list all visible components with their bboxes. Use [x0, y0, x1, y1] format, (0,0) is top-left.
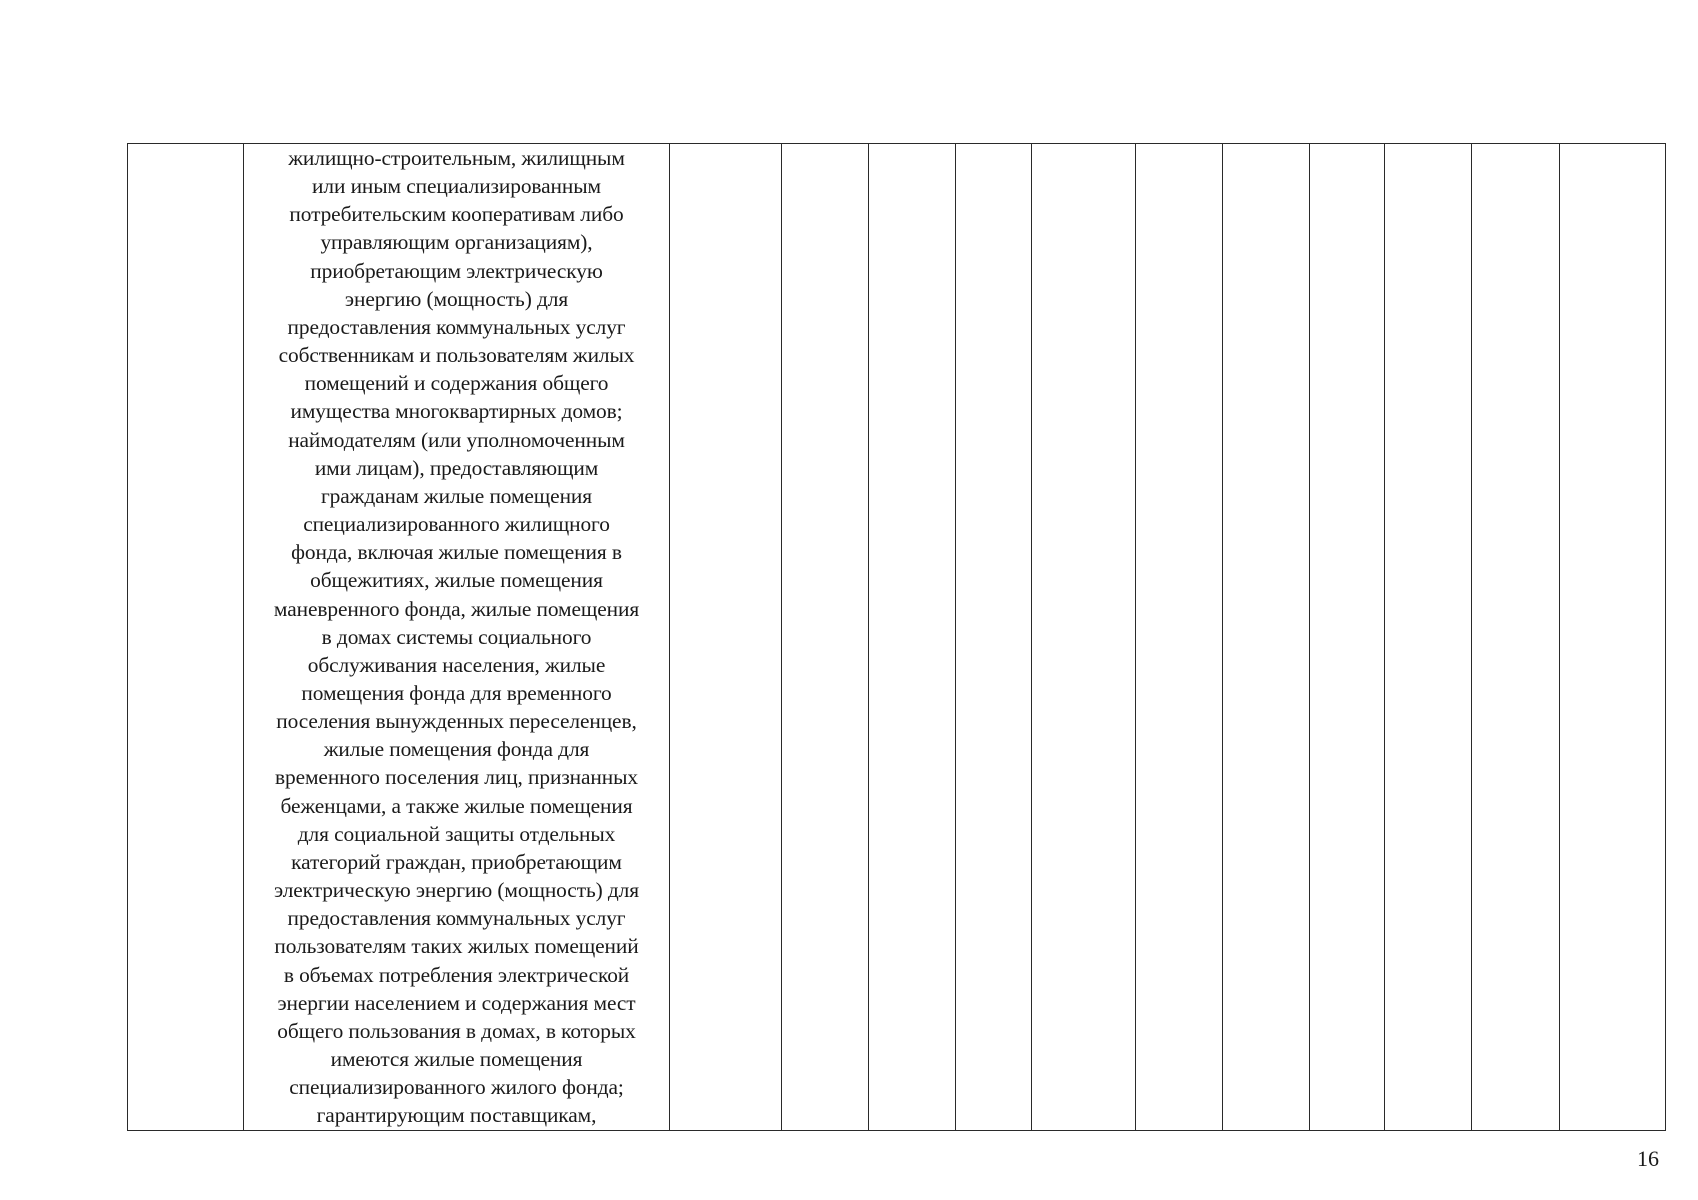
description-line: гарантирующим поставщикам, — [316, 1103, 597, 1128]
description-line: для социальной защиты отдельных — [297, 821, 616, 846]
description-line: жилищно-строительным, жилищным — [288, 146, 625, 170]
empty-value-cell — [1310, 144, 1385, 1131]
description-line: наймодателям (или уполномоченным — [288, 427, 625, 452]
description-line: помещения фонда для временного — [301, 680, 612, 705]
table-row — [128, 144, 1666, 1131]
description-line: энергию (мощность) для — [344, 286, 569, 311]
description-line: специализированного жилищного — [303, 512, 610, 537]
description-line: общего пользования в домах, в которых — [277, 1018, 636, 1043]
empty-value-cell — [869, 144, 956, 1131]
empty-value-cell — [1136, 144, 1223, 1131]
description-line: категорий граждан, приобретающим — [291, 849, 622, 874]
description-line: в домах системы социального — [321, 624, 592, 649]
empty-value-cell — [1385, 144, 1472, 1131]
description-line: имущества многоквартирных домов; — [290, 399, 623, 424]
empty-value-cell — [782, 144, 869, 1131]
description-line: энергии населением и содержания мест — [277, 990, 636, 1015]
row-number-cell — [128, 144, 244, 1131]
description-line: жилые помещения фонда для — [323, 737, 590, 762]
description-line: в объемах потребления электрической — [283, 962, 630, 987]
description-line: имеются жилые помещения — [330, 1047, 583, 1071]
description-line: фонда, включая жилые помещения в — [291, 540, 622, 565]
description-line: приобретающим электрическую — [310, 258, 603, 283]
description-line: предоставления коммунальных услуг — [287, 906, 626, 931]
empty-value-cell — [1560, 144, 1666, 1131]
tariff-table — [127, 143, 1666, 1131]
empty-value-cell — [1472, 144, 1560, 1131]
description-line: ими лицам), предоставляющим — [314, 455, 599, 480]
empty-value-cell — [956, 144, 1032, 1131]
description-line: маневренного фонда, жилые помещения — [273, 596, 640, 621]
description-line: гражданам жилые помещения — [320, 483, 593, 508]
empty-value-cell — [670, 144, 782, 1131]
consumer-description-cell — [244, 144, 670, 1131]
empty-value-cell — [1032, 144, 1136, 1131]
description-line: поселения вынужденных переселенцев, — [276, 709, 637, 734]
description-line: электрическую энергию (мощность) для — [274, 878, 639, 903]
description-line: управляющим организациям), — [320, 230, 593, 255]
description-line: помещений и содержания общего — [304, 371, 609, 396]
page-number: 16 — [1637, 1146, 1659, 1171]
description-line: временного поселения лиц, признанных — [275, 765, 638, 790]
description-line: обслуживания населения, жилые — [307, 652, 606, 677]
description-line: предоставления коммунальных услуг — [287, 314, 626, 339]
description-line: общежитиях, жилые помещения — [310, 568, 603, 593]
description-line: пользователям таких жилых помещений — [274, 934, 639, 959]
description-line: потребительским кооперативам либо — [289, 202, 624, 227]
description-line: или иным специализированным — [312, 174, 601, 199]
description-line: собственникам и пользователям жилых — [278, 343, 635, 368]
description-line: беженцами, а также жилые помещения — [280, 793, 633, 818]
description-line: специализированного жилого фонда; — [289, 1075, 624, 1100]
empty-value-cell — [1223, 144, 1310, 1131]
